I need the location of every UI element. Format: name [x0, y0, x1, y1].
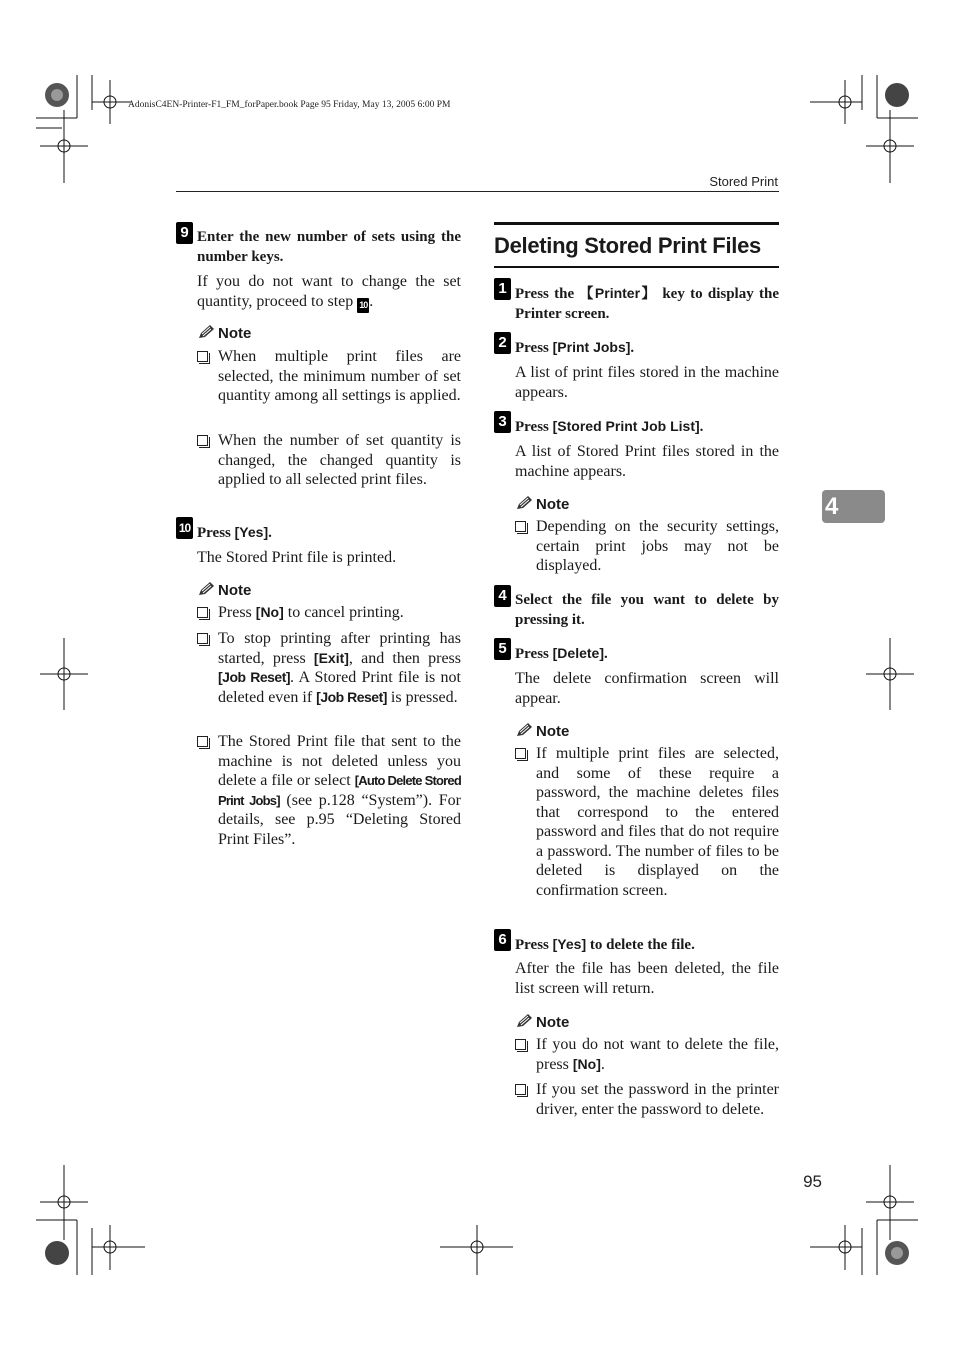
- note-item: If multiple print files are selected, and some of these require a password, the machine deletes files that correspond to the entered password and files that do not require a password. The number of files to be deleted is displayed on the confirmation screen.: [515, 744, 779, 900]
- step-2-title: Press [Print Jobs].: [515, 339, 635, 356]
- step-6-title: Press [Yes] to delete the file.: [515, 936, 695, 953]
- step-number-10: 10: [176, 517, 193, 539]
- step-4-title: Select the file you want to delete by pressing it.: [515, 592, 779, 628]
- step-number-3: 3: [494, 411, 511, 433]
- note-heading: Note: [515, 495, 569, 513]
- step-number-9: 9: [176, 222, 193, 244]
- step-10-body: The Stored Print file is printed.: [197, 549, 397, 566]
- step-6-body: After the file has been deleted, the file list screen will return.: [515, 960, 779, 997]
- step-9-body: If you do not want to change the set quantity, proceed to step 10 .: [197, 272, 461, 313]
- note-heading: Note: [515, 722, 569, 740]
- section-heading: [494, 222, 779, 268]
- step-number-6: 6: [494, 929, 511, 951]
- note-heading: Note: [197, 581, 251, 599]
- chapter-tab: 4: [822, 490, 885, 523]
- step-5-body: The delete confirmation screen will appear.: [515, 670, 779, 707]
- section-title: Deleting Stored Print Files: [494, 233, 761, 258]
- step-number-2: 2: [494, 332, 511, 354]
- header-rule: [176, 191, 779, 192]
- step-number-5: 5: [494, 638, 511, 660]
- step-5-title: Press [Delete].: [515, 645, 608, 662]
- file-info: AdonisC4EN-Printer-F1_FM_forPaper.book Page 95 Friday, May 13, 2005 6:00 PM: [128, 100, 451, 110]
- note-item: Depending on the security settings, certain print jobs may not be displayed.: [515, 517, 779, 576]
- note-item: When multiple print files are selected, the minimum number of set quantity among all settings is applied.: [197, 347, 461, 406]
- note-item: Press [No] to cancel printing.: [197, 603, 461, 623]
- step-ref-icon: 10: [357, 298, 369, 313]
- note-item: If you set the password in the printer driver, enter the password to delete.: [515, 1080, 779, 1119]
- running-head: Stored Print: [709, 174, 778, 189]
- pencil-icon: [515, 722, 533, 738]
- step-1-title: Press the 【Printer】 key to display the Printer screen.: [515, 285, 779, 322]
- pencil-icon: [515, 1013, 533, 1029]
- note-heading: Note: [197, 324, 251, 342]
- step-10-title: Press [Yes].: [197, 524, 272, 541]
- step-2-body: A list of print files stored in the machine appears.: [515, 364, 779, 401]
- note-heading: Note: [515, 1013, 569, 1031]
- note-item: If you do not want to delete the file, press [No].: [515, 1035, 779, 1074]
- pencil-icon: [197, 324, 215, 340]
- pencil-icon: [515, 495, 533, 511]
- note-item: When the number of set quantity is changed, the changed quantity is applied to all selected print files.: [197, 431, 461, 490]
- note-item: To stop printing after printing has started, press [Exit], and then press [Job Reset]. A Stored Print file is not deleted even if [Job Reset] is pressed.: [197, 629, 461, 707]
- note-item: The Stored Print file that sent to the machine is not deleted unless you delete a file or select [Auto Delete Stored Print Jobs] (see p.128 “System”). For details, see p.95 “Deleting Stored Print Files”.: [197, 732, 461, 849]
- step-number-4: 4: [494, 585, 511, 607]
- step-number-1: 1: [494, 278, 511, 300]
- page-number: 95: [803, 1172, 822, 1191]
- pencil-icon: [197, 581, 215, 597]
- step-3-body: A list of Stored Print files stored in the machine appears.: [515, 443, 779, 480]
- step-9-title: Enter the new number of sets using the number keys.: [197, 229, 461, 265]
- step-3-title: Press [Stored Print Job List].: [515, 418, 704, 435]
